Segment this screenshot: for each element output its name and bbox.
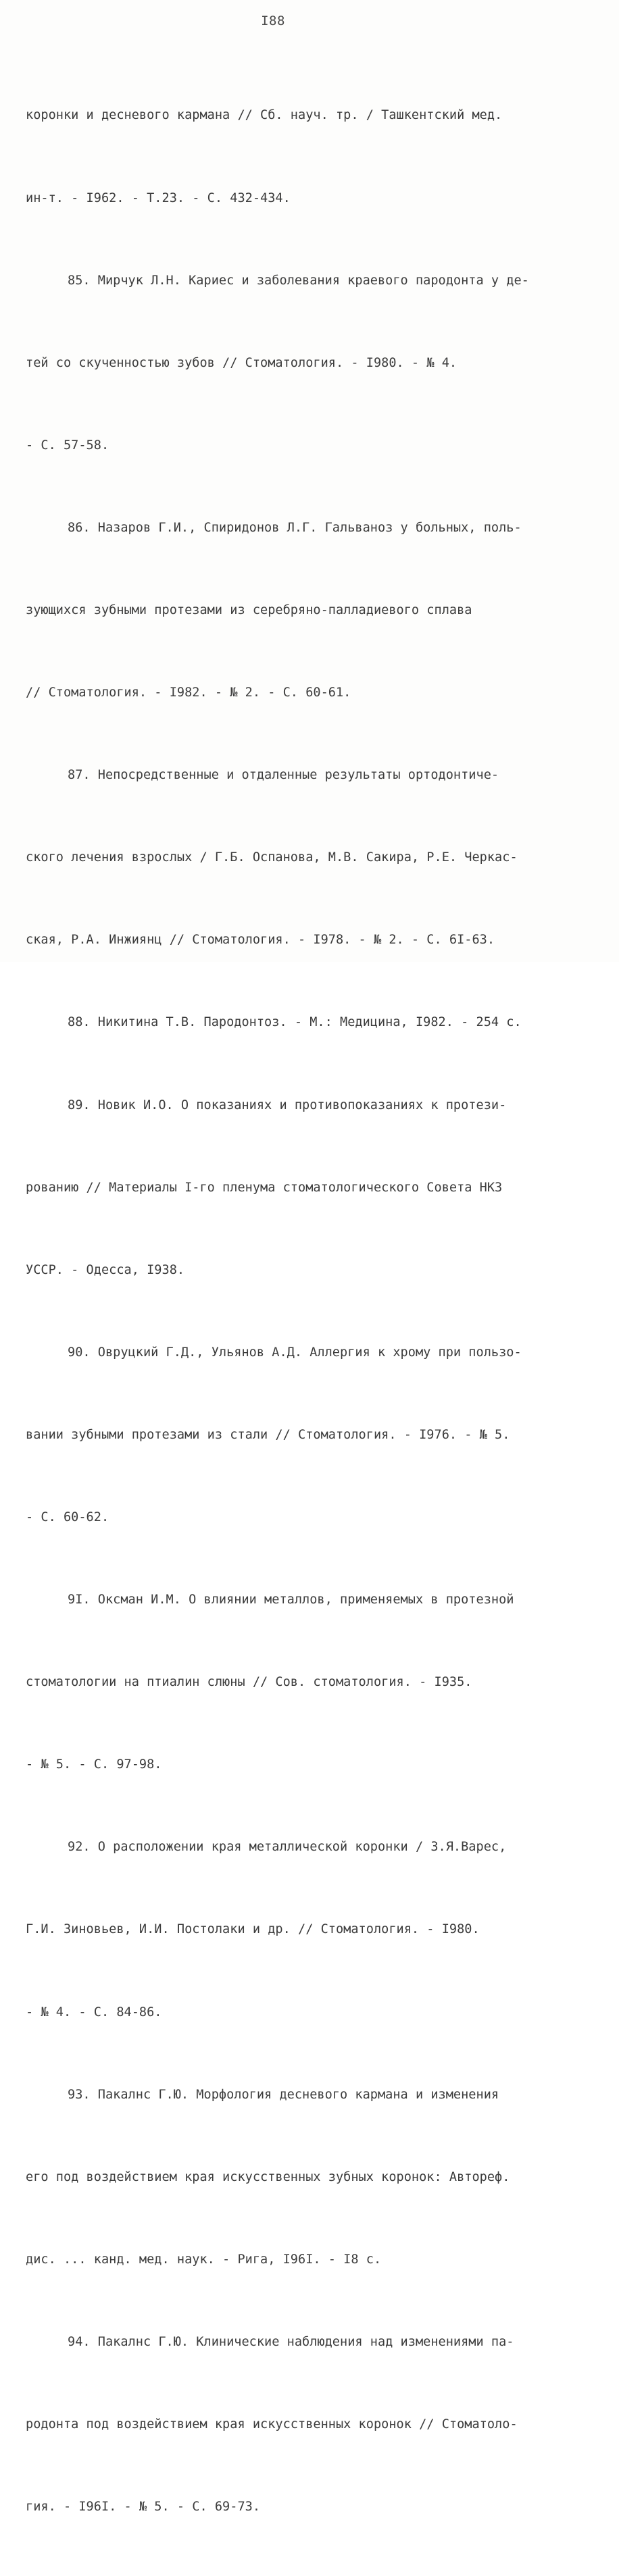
bibliography-line: - С. 57-58.	[26, 438, 109, 453]
bibliography-line: вании зубными протезами из стали // Стоматология. - I976. - № 5.	[26, 1427, 510, 1442]
bibliography-line: рованию // Материалы I-го пленума стоматологического Совета НКЗ	[26, 1180, 503, 1195]
bibliography-line: тей со скученностью зубов // Стоматология. - I980. - № 4.	[26, 355, 457, 370]
bibliography-line: родонта под воздействием края искусственных коронок // Стоматоло-	[26, 2417, 518, 2432]
bibliography-line: Г.И. Зиновьев, И.И. Постолаки и др. // Стоматология. - I980.	[26, 1922, 480, 1937]
bibliography-line: ская, Р.А. Инжиянц // Стоматология. - I978. - № 2. - С. 6I-63.	[26, 933, 495, 948]
bibliography-entry-94: 94. Пакалнс Г.Ю. Клинические наблюдения над изменениями па-	[68, 2334, 514, 2349]
bibliography-entry-85: 85. Мирчук Л.Н. Кариес и заболевания краевого пародонта у де-	[68, 273, 529, 288]
bibliography-line: - № 5. - С. 97-98.	[26, 1757, 162, 1772]
bibliography-line: его под воздействием края искусственных зубных коронок: Автореф.	[26, 2169, 510, 2184]
bibliography-line: дис. ... канд. мед. наук. - Рига, I96I. - I8 с.	[26, 2252, 382, 2267]
bibliography-entry-91: 9I. Оксман И.М. О влиянии металлов, применяемых в протезной	[68, 1593, 514, 1607]
bibliography-entry-88: 88. Никитина Т.В. Пародонтоз. - М.: Медицина, I982. - 254 с.	[68, 1015, 522, 1030]
bibliography-text	[26, 47, 587, 2576]
bibliography-entry-87: 87. Непосредственные и отдаленные результаты ортодонтиче-	[68, 768, 499, 783]
bibliography-line: ин-т. - I962. - Т.23. - С. 432-434.	[26, 190, 291, 205]
bibliography-entry-92: 92. О расположении края металлической коронки / З.Я.Варес,	[68, 1840, 507, 1855]
bibliography-line: коронки и десневого кармана // Сб. науч. тр. / Ташкентский мед.	[26, 108, 503, 123]
bibliography-line: УССР. - Одесса, I938.	[26, 1262, 185, 1277]
bibliography-entry-89: 89. Новик И.О. О показаниях и противопоказаниях к протези-	[68, 1098, 507, 1112]
bibliography-entry-93: 93. Пакалнс Г.Ю. Морфология десневого кармана и изменения	[68, 2087, 499, 2102]
bibliography-entry-90: 90. Овруцкий Г.Д., Ульянов А.Д. Аллергия к хрому при пользо-	[68, 1345, 522, 1360]
bibliography-line: // Стоматология. - I982. - № 2. - С. 60-61.	[26, 686, 351, 700]
bibliography-line: гия. - I96I. - № 5. - С. 69-73.	[26, 2500, 261, 2515]
page-number: I88	[261, 14, 285, 28]
bibliography-line: стоматологии на птиалин слюны // Сов. стоматология. - I935.	[26, 1675, 472, 1690]
bibliography-entry-86: 86. Назаров Г.И., Спиридонов Л.Г. Гальваноз у больных, поль-	[68, 520, 522, 535]
bibliography-line: - С. 60-62.	[26, 1510, 109, 1524]
bibliography-line: зующихся зубными протезами из серебряно-палладиевого сплава	[26, 602, 472, 617]
bibliography-line: - № 4. - С. 84-86.	[26, 2005, 162, 2019]
bibliography-line: ского лечения взрослых / Г.Б. Оспанова, М.В. Сакира, Р.Е. Черкас-	[26, 850, 518, 865]
